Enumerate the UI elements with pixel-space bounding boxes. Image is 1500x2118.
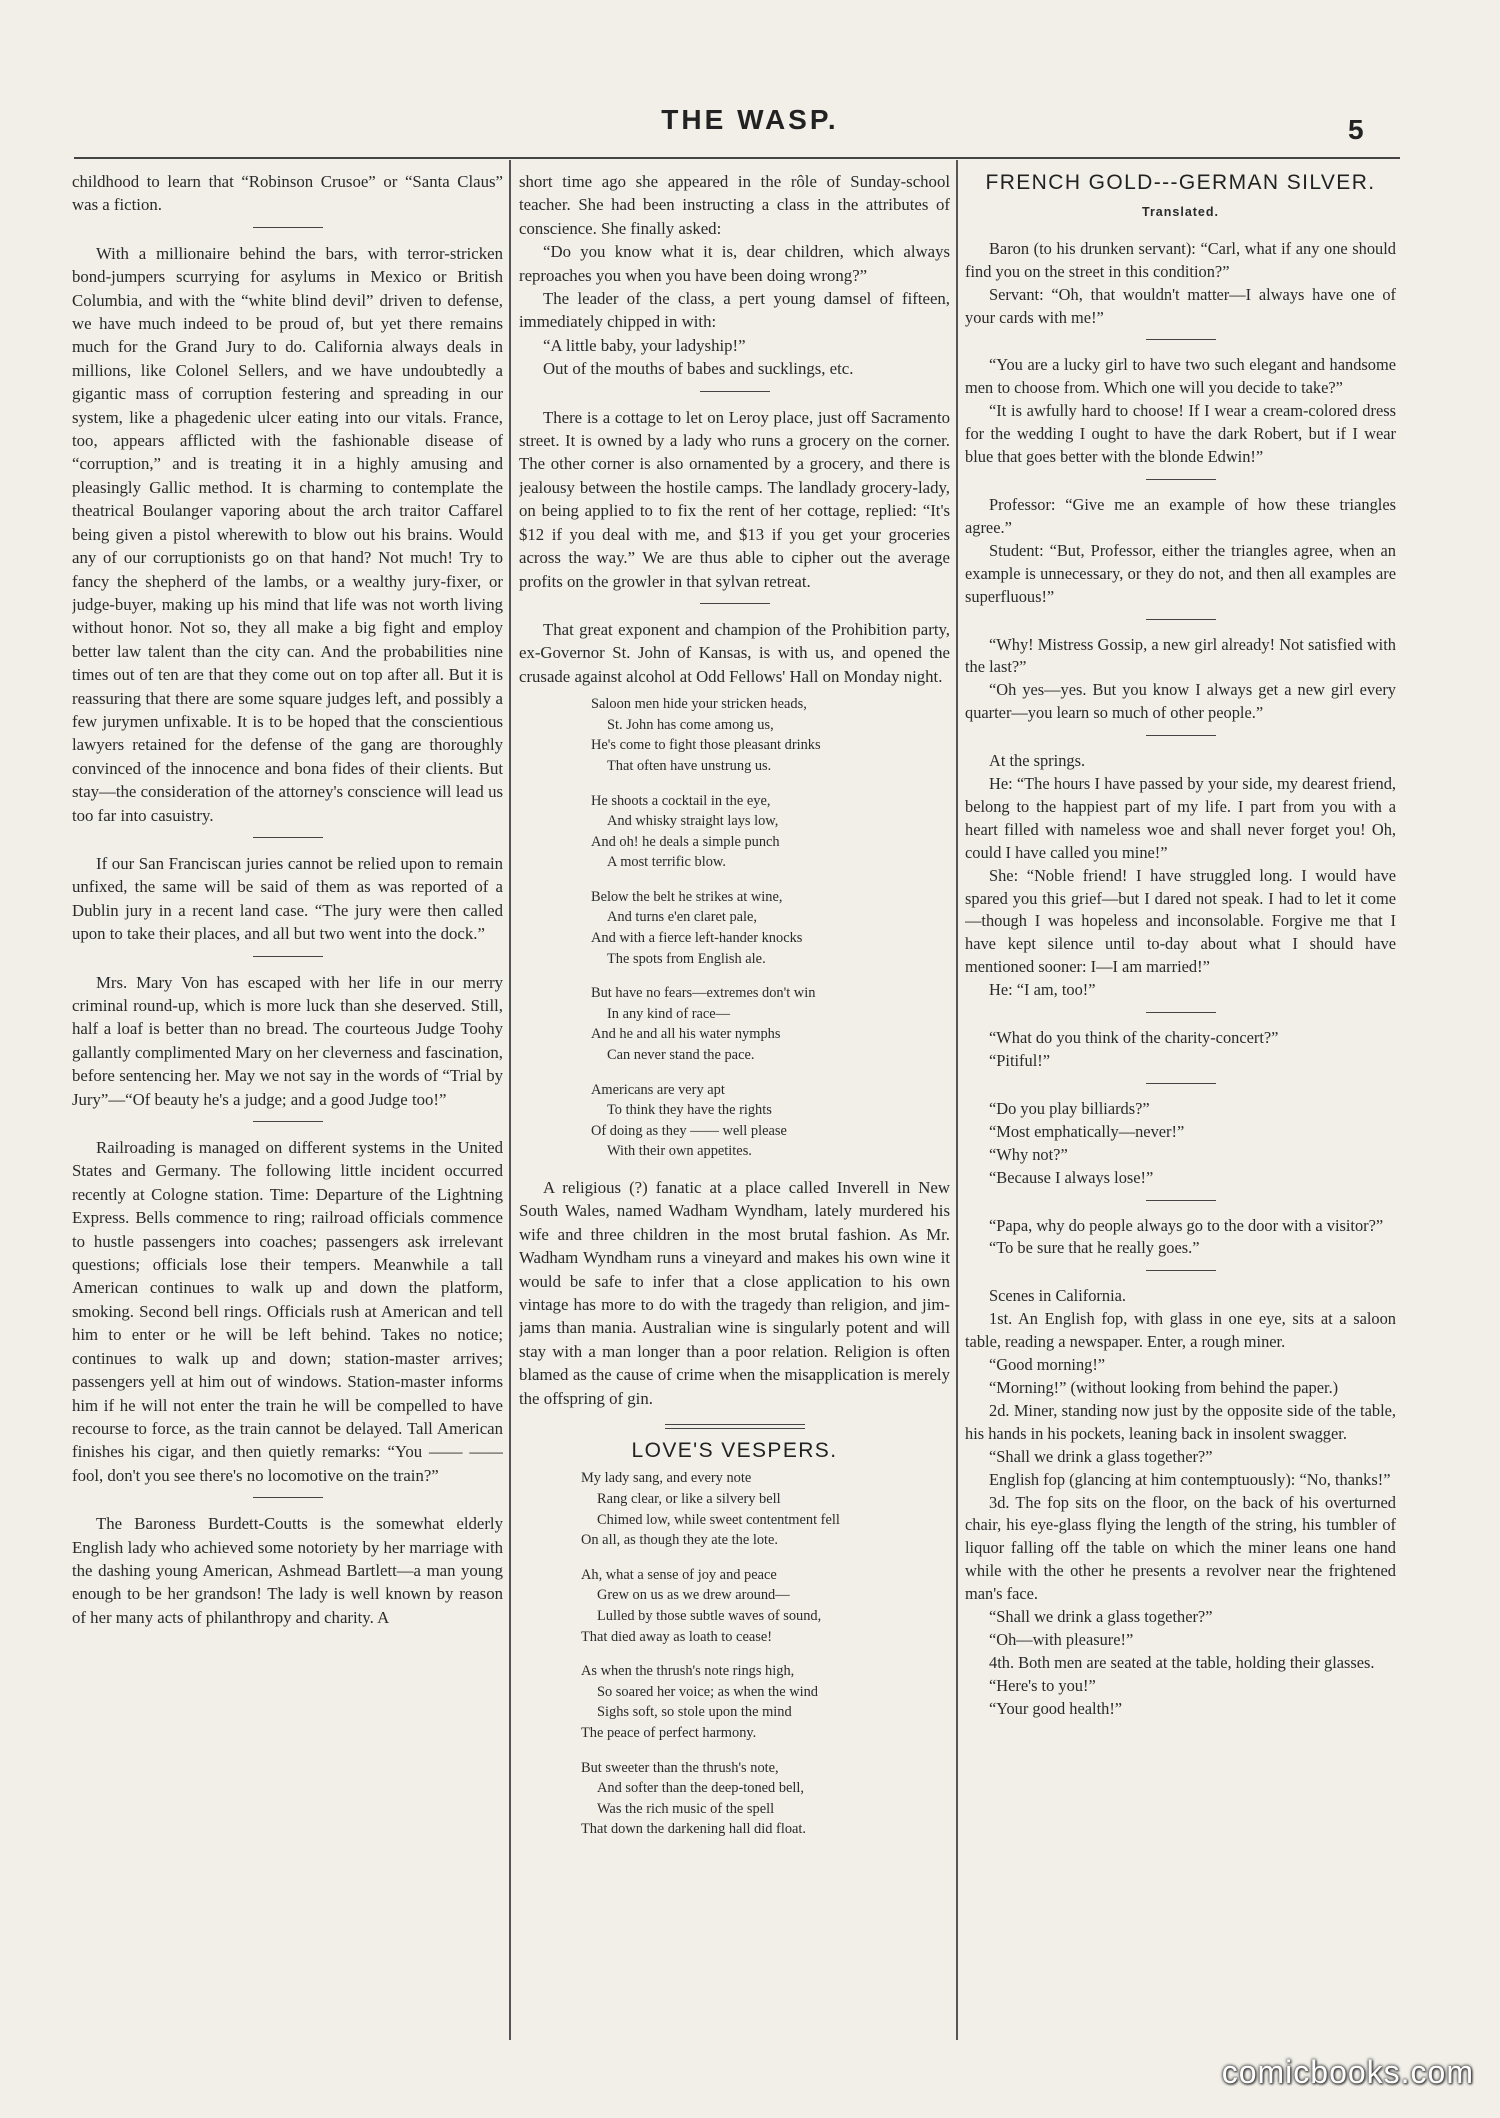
paragraph: “Morning!” (without looking from behind the paper.) bbox=[989, 1377, 1339, 1397]
column-3 bbox=[965, 170, 1396, 2050]
separator bbox=[1146, 1270, 1216, 1271]
paragraph: He: “I am, too!” bbox=[989, 980, 1096, 1000]
separator bbox=[1146, 1083, 1216, 1084]
poem-line: As when the thrush's note rings high, bbox=[581, 1663, 795, 1680]
poem-line: That often have unstrung us. bbox=[607, 757, 772, 774]
paragraph: 3d. The fop sits on the floor, on the back of his overturned chair, his eye-glass flying the length of the string, his tumbler of liquor falling off the table on which the miner leans one hand while with the other he presents a revolver near the frightened man's face. bbox=[965, 1492, 1396, 1604]
paragraph: There is a cottage to let on Leroy place, just off Sacramento street. It is owned by a lady who runs a grocery on the corner. The other corner is also ornamented by a grocery, and there is jealousy between the hostile camps. The landlady grocery-lady, on being applied to to fix the rent of her cottage, replied: “It's $12 if you deal with me, and $13 if you get your groceries across the way.” We are thus able to cipher out the average profits on the growler in that sylvan retreat. bbox=[519, 407, 950, 591]
poem-line: A most terrific blow. bbox=[607, 854, 726, 871]
poem-line: Below the belt he strikes at wine, bbox=[591, 888, 783, 905]
poem-line: My lady sang, and every note bbox=[581, 1470, 752, 1487]
poem-line: And whisky straight lays low, bbox=[607, 813, 779, 830]
section-title: FRENCH GOLD---GERMAN SILVER. bbox=[985, 171, 1376, 194]
separator bbox=[253, 227, 323, 228]
poem-line: On all, as though they ate the lote. bbox=[581, 1532, 779, 1549]
separator bbox=[1146, 479, 1216, 480]
paragraph: “Here's to you!” bbox=[989, 1675, 1096, 1695]
paragraph: He: “The hours I have passed by your side, my dearest friend, belong to the happiest part of my life. I part from you with a heart filled with nameless woe and shall never forget you! Oh, could I have called you mine!” bbox=[965, 774, 1396, 862]
poem-line: Of doing as they —— well please bbox=[591, 1122, 787, 1139]
poem-line: Rang clear, or like a silvery bell bbox=[597, 1491, 781, 1508]
site-watermark: comicbooks.com bbox=[1221, 2054, 1474, 2090]
paragraph: Servant: “Oh, that wouldn't matter—I always have one of your cards with me!” bbox=[965, 284, 1396, 327]
paragraph: That great exponent and champion of the Prohibition party, ex-Governor St. John of Kansas, is with us, and opened the crusade against alcohol at Odd Fellows' Hall on Monday night. bbox=[519, 619, 950, 686]
poem-line: He's come to fight those pleasant drinks bbox=[591, 737, 821, 754]
header-rule bbox=[74, 157, 1400, 159]
separator bbox=[1146, 735, 1216, 736]
separator bbox=[700, 391, 770, 392]
poem-line: Was the rich music of the spell bbox=[597, 1800, 775, 1817]
paragraph: “Shall we drink a glass together?” bbox=[989, 1607, 1213, 1627]
poem-stanza bbox=[591, 1080, 950, 1162]
paragraph: At the springs. bbox=[989, 751, 1086, 771]
paragraph: “Oh—with pleasure!” bbox=[989, 1629, 1134, 1649]
paragraph: Out of the mouths of babes and sucklings, etc. bbox=[543, 359, 854, 379]
poem-line: With their own appetites. bbox=[607, 1143, 752, 1160]
poem-stanza bbox=[581, 1661, 950, 1743]
poem-line: Americans are very apt bbox=[591, 1081, 725, 1098]
loves-vespers-poem bbox=[581, 1468, 950, 1840]
poem-line: In any kind of race— bbox=[607, 1005, 731, 1022]
poem-line: But have no fears—extremes don't win bbox=[591, 985, 816, 1002]
column-rule-2 bbox=[956, 160, 958, 2040]
separator bbox=[700, 603, 770, 604]
poem-line: That down the darkening hall did float. bbox=[581, 1821, 806, 1838]
paragraph: “Do you know what it is, dear children, which always reproaches you when you have been doing wrong?” bbox=[519, 242, 950, 285]
paragraph: “You are a lucky girl to have two such elegant and handsome men to choose from. Which one will you decide to take?” bbox=[965, 355, 1396, 398]
poem-line: That died away as loath to cease! bbox=[581, 1628, 772, 1645]
paragraph: Baron (to his drunken servant): “Carl, what if any one should find you on the street in this condition?” bbox=[965, 238, 1396, 281]
paragraph: “It is awfully hard to choose! If I wear a cream-colored dress for the wedding I ought to have the dark Robert, but if I wear blue that goes better with the blonde Edwin!” bbox=[965, 401, 1396, 467]
paragraph: The Baroness Burdett-Coutts is the somewhat elderly English lady who achieved some notoriety by her marriage with the dashing young American, Ashmead Bartlett—a man young enough to be her grandson! The lady is well known by reason of her many acts of philanthropy and charity. A bbox=[72, 1514, 503, 1627]
paragraph: If our San Franciscan juries cannot be relied upon to remain unfixed, the same will be said of them as was reported of a Dublin jury in a recent land case. “The jury were then called upon to take their places, and all but two went into the dock.” bbox=[72, 853, 503, 944]
paragraph: “Why! Mistress Gossip, a new girl already! Not satisfied with the last?” bbox=[965, 634, 1396, 677]
poem-line: Grew on us as we drew around— bbox=[597, 1587, 790, 1604]
paragraph: “To be sure that he really goes.” bbox=[989, 1238, 1200, 1258]
poem-stanza bbox=[591, 887, 950, 969]
separator bbox=[1146, 1012, 1216, 1013]
poem-stanza bbox=[581, 1468, 950, 1550]
separator bbox=[1146, 619, 1216, 620]
section-title: LOVE'S VESPERS. bbox=[631, 1439, 838, 1463]
poem-line: Sighs soft, so stole upon the mind bbox=[597, 1704, 792, 1721]
paragraph: “A little baby, your ladyship!” bbox=[543, 335, 746, 355]
poem-line: Saloon men hide your stricken heads, bbox=[591, 696, 807, 713]
poem-line: And oh! he deals a simple punch bbox=[591, 833, 780, 850]
paragraph: Student: “But, Professor, either the triangles agree, when an example is unnecessary, or they do not, and then all examples are superfluous!” bbox=[965, 540, 1396, 606]
poem-line: The peace of perfect harmony. bbox=[581, 1725, 757, 1741]
st-john-poem bbox=[591, 694, 950, 1162]
poem-line: Chimed low, while sweet contentment fell bbox=[597, 1511, 840, 1528]
page-number: 5 bbox=[1348, 114, 1364, 145]
paragraph: “Pitiful!” bbox=[989, 1051, 1050, 1070]
paragraph: “Most emphatically—never!” bbox=[989, 1121, 1185, 1141]
poem-stanza bbox=[591, 791, 950, 873]
poem-line: The spots from English ale. bbox=[607, 950, 766, 967]
poem-line: And turns e'en claret pale, bbox=[607, 909, 758, 926]
paragraph: A religious (?) fanatic at a place called Inverell in New South Wales, named Wadham Wyndham, lately murdered his wife and three children in the most brutal fashion. As Mr. Wadham Wyndham runs a vineyard and makes his own wine it would be safe to infer that a close application to his own vintage has more to do with the tragedy than religion, and jim-jams than mania. Australian wine is singularly potent and will stay with a man longer than a poor relation. Religion is often blamed as the cause of crime when the misapplication is merely the offspring of gin. bbox=[519, 1178, 950, 1408]
poem-line: Lulled by those subtle waves of sound, bbox=[597, 1608, 822, 1625]
poem-stanza bbox=[591, 694, 950, 776]
poem-line: And with a fierce left-hander knocks bbox=[591, 930, 803, 947]
paragraph: Railroading is managed on different systems in the United States and Germany. The following little incident occurred recently at Cologne station. Time: Departure of the Lightning Express. Bells commence to ring; railroad officials commence to hustle passengers into coaches; passengers ask irrelevant questions; officials lose their tempers. Meanwhile a tall American continues to walk up and down the platform, smoking. Second bell rings. Officials rush at American and tell him to enter or he will be left behind. Takes no notice; continues to walk up and down; station-master arrives; passengers yell at him out of windows. Station-master informs him if he will not enter the train he will be compelled to have recourse to force, as the train cannot be delayed. Tall American finishes his cigar, and then quietly remarks: “You —— —— fool, don't you see there's no locomotive on the train?” bbox=[72, 1138, 503, 1485]
column-2 bbox=[519, 170, 950, 2050]
column-1 bbox=[72, 170, 503, 2050]
poem-line: St. John has come among us, bbox=[607, 716, 774, 733]
poem-line: But sweeter than the thrush's note, bbox=[581, 1759, 779, 1776]
paragraph: 4th. Both men are seated at the table, holding their glasses. bbox=[989, 1652, 1375, 1672]
poem-stanza bbox=[581, 1758, 950, 1840]
poem-line: Can never stand the pace. bbox=[607, 1047, 755, 1064]
paragraph: childhood to learn that “Robinson Crusoe” or “Santa Claus” was a fiction. bbox=[72, 172, 503, 215]
poem-stanza bbox=[581, 1565, 950, 1647]
column-rule-1 bbox=[509, 160, 511, 2040]
separator bbox=[253, 1121, 323, 1122]
paragraph: “What do you think of the charity-concert?” bbox=[989, 1028, 1279, 1048]
section-subtitle: Translated. bbox=[1142, 204, 1219, 219]
poem-line: So soared her voice; as when the wind bbox=[597, 1683, 818, 1700]
poem-line: And he and all his water nymphs bbox=[591, 1026, 781, 1043]
paragraph: English fop (glancing at him contemptuously): “No, thanks!” bbox=[989, 1469, 1391, 1489]
paragraph: With a millionaire behind the bars, with terror-stricken bond-jumpers scurrying for asylums in Mexico or British Columbia, and with the “white blind devil” driven to defense, we have much indeed to be proud of, but yet there remains much for the Grand Jury to do. California always deals in millions, like Colonel Sellers, and we have undoubtedly a gigantic mass of corruption festering and spreading in our system, like a phagedenic ulcer eating into our vitals. France, too, appears afflicted with the fashionable disease of “corruption,” and is treating it in a highly amusing and pleasingly Gallic method. It is charming to contemplate the theatrical Boulanger vaporing about the arch traitor Caffarel being given a pistol wherewith to blow out his brains. Would any of our corruptionists go on that hand? Not much! Try to fancy the shepherd of the lambs, or a wealthy jury-fixer, or judge-buyer, making up his mind that life was not worth living without honor. Not so, they all make a big fight and employ better law talent than the city can. And the probabilities nine times out of ten are that they come out on top after all. But it is reassuring that there are some square judges left, and possibly a few jurymen unfixable. It is to be hoped that the conscientious lawyers retained for the defense of the gang are thoroughly convinced of the innocence and bona fides of their clients. But stay—the consideration of the attorney's conscience will lead us too far into casuistry. bbox=[72, 243, 503, 825]
paragraph: “Do you play billiards?” bbox=[989, 1098, 1150, 1118]
masthead: THE WASP. bbox=[661, 104, 839, 135]
separator bbox=[1146, 1200, 1216, 1201]
separator bbox=[253, 837, 323, 838]
paragraph: short time ago she appeared in the rôle of Sunday-school teacher. She had been instructing a class in the attributes of conscience. She finally asked: bbox=[519, 172, 950, 238]
paragraph: She: “Noble friend! I have struggled long. I would have spared you this grief—but I dared not speak. I had to let it come—though I was hopeless and inconsolable. Forgive me that I have kept silence until to-day about what I should have mentioned sooner: I—I am married!” bbox=[965, 865, 1396, 977]
paragraph: “Oh yes—yes. But you know I always get a new girl every quarter—you learn so much of other people.” bbox=[965, 680, 1396, 723]
paragraph: “Shall we drink a glass together?” bbox=[989, 1446, 1213, 1466]
paragraph: “Good morning!” bbox=[989, 1355, 1106, 1375]
poem-line: To think they have the rights bbox=[607, 1102, 772, 1119]
paragraph: “Why not?” bbox=[989, 1144, 1068, 1164]
paragraph: Mrs. Mary Von has escaped with her life in our merry criminal round-up, which is more luck than she deserved. Still, half a loaf is better than no bread. The courteous Judge Toohy gallantly complimented Mary on her cleverness and fascination, before sentencing her. May we not say in the words of “Trial by Jury”—“Of beauty he's a judge; and a good Judge too!” bbox=[72, 972, 503, 1109]
paragraph: 1st. An English fop, with glass in one eye, sits at a saloon table, reading a newspaper. Enter, a rough miner. bbox=[965, 1309, 1396, 1352]
separator bbox=[253, 956, 323, 957]
separator bbox=[253, 1497, 323, 1498]
poem-line: He shoots a cocktail in the eye, bbox=[591, 792, 771, 809]
poem-line: And softer than the deep-toned bell, bbox=[597, 1780, 804, 1797]
double-separator bbox=[665, 1424, 805, 1429]
poem-line: Ah, what a sense of joy and peace bbox=[581, 1566, 777, 1583]
paragraph: “Because I always lose!” bbox=[989, 1167, 1154, 1187]
paragraph: Professor: “Give me an example of how these triangles agree.” bbox=[965, 494, 1396, 537]
paragraph: The leader of the class, a pert young damsel of fifteen, immediately chipped in with: bbox=[519, 289, 950, 332]
paragraph: “Papa, why do people always go to the door with a visitor?” bbox=[989, 1215, 1384, 1235]
poem-stanza bbox=[591, 983, 950, 1065]
paragraph: 2d. Miner, standing now just by the opposite side of the table, his hands in his pockets, leaning back in insolent swagger. bbox=[965, 1400, 1396, 1443]
paragraph: Scenes in California. bbox=[989, 1286, 1127, 1306]
separator bbox=[1146, 339, 1216, 340]
paragraph: “Your good health!” bbox=[989, 1698, 1123, 1718]
